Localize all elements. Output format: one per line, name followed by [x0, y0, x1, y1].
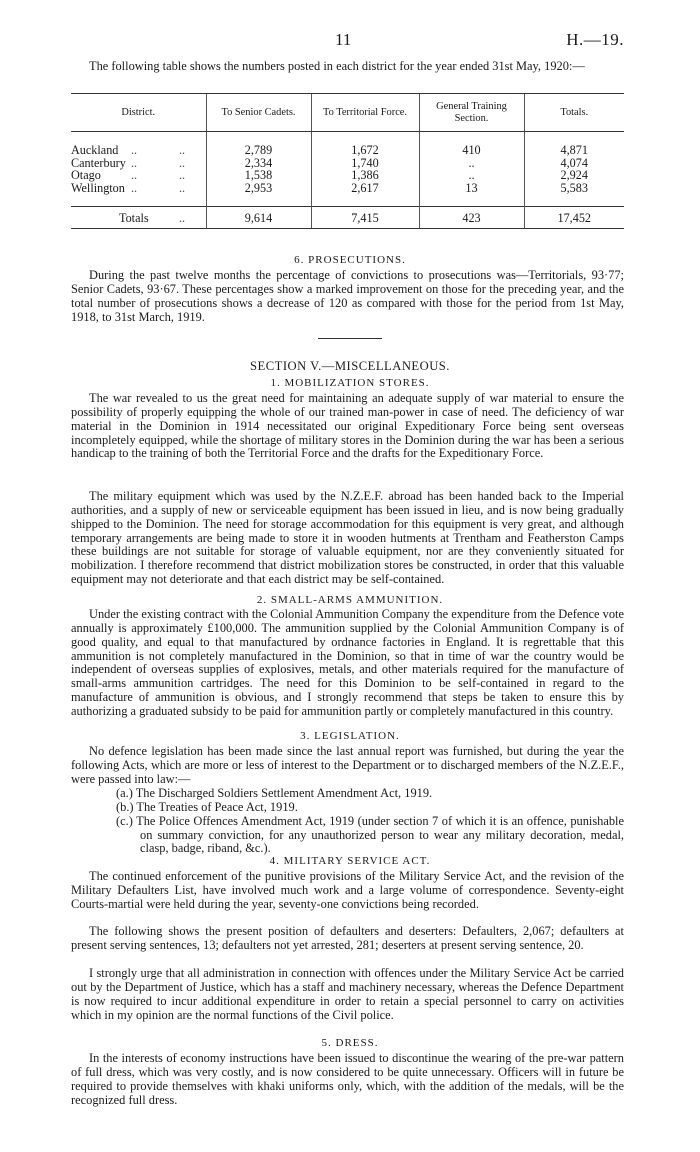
district-name: Canterbury: [71, 155, 126, 170]
territorial-cell: 1,672: [311, 144, 419, 157]
table-row: [71, 144, 624, 157]
table-row: [71, 182, 624, 195]
senior-cadets-cell: 2,334: [206, 157, 311, 170]
list-item: (c.) The Police Offences Amendment Act, 1919 (under section 7 of which it is an offence, punishable on summary conviction, for any unauthorized person to wear any military decoration, medal, clasp, badge, riband, &c.).: [116, 813, 624, 856]
leader-dots: ..: [131, 180, 138, 195]
leader-dots: ..: [131, 155, 138, 170]
legislation-acts-list: [116, 787, 624, 856]
col-header-totals: Totals.: [524, 94, 624, 132]
district-cell: [71, 182, 206, 195]
table-intro: The following table shows the numbers posted in each district for the year ended 31st May, 1920:—: [89, 59, 585, 73]
totals-cell: 5,583: [524, 182, 624, 195]
col-header-territorial-force: To Territorial Force.: [311, 94, 419, 132]
senior-cadets-cell: 2,953: [206, 182, 311, 195]
leader-dots: ..: [179, 210, 186, 225]
legislation-paragraph: No defence legislation has been made since the last annual report was furnished, but during the year the following Acts, which are more or less of interest to the Department or to discharged members of the N.Z.E.F., were passed into law:—: [71, 744, 624, 786]
table-row: [71, 157, 624, 170]
military-service-paragraph-1: The continued enforcement of the punitive provisions of the Military Service Act, and the revision of the Military Defaulters List, have involved much work and a large volume of correspondence. Seventy-eight Courts-martial were held during the year, seventy-one convictions being recorded.: [71, 869, 624, 911]
dress-heading: 5. DRESS.: [321, 1037, 379, 1049]
table-total-row: [71, 207, 624, 229]
totals-cell: 2,924: [524, 169, 624, 182]
totals-cell: 4,074: [524, 157, 624, 170]
table-header-row: [71, 94, 624, 132]
district-cell: [71, 144, 206, 157]
senior-cadets-cell: 1,538: [206, 169, 311, 182]
district-name: Otago: [71, 168, 101, 183]
total-label-cell: [71, 207, 206, 229]
col-header-senior-cadets: To Senior Cadets.: [206, 94, 311, 132]
table-row: [71, 169, 624, 182]
col-header-general-training: General Training Section.: [419, 94, 524, 132]
leader-dots: ..: [131, 143, 138, 157]
totals-cell: 4,871: [524, 144, 624, 157]
mobilization-paragraph-1: The war revealed to us the great need for maintaining an adequate supply of war material to ensure the possibility of properly equipping the whole of our trained man-power in case of need. The deficiency of war material in the Dominion in 1914 necessitated our original Expeditionary Force being sent overseas incompletely equipped, while the shortage of military stores in the Dominion during the war has been a serious handicap to the training of both the Territorial Force and the drafts for the Expeditionary Force.: [71, 391, 624, 461]
mobilization-heading: 1. MOBILIZATION STORES.: [270, 377, 430, 389]
military-service-paragraph-2: The following shows the present position of defaulters and deserters: Defaulters, 2,067; defaulters at present serving sentences, 13; defaulters not yet arrested, 281; deserters at present serving sentence, 20.: [71, 924, 624, 952]
senior-cadets-cell: 2,789: [206, 144, 311, 157]
prosecutions-heading: 6. PROSECUTIONS.: [294, 254, 406, 266]
district-name: Wellington: [71, 180, 125, 195]
territorial-cell: 2,617: [311, 182, 419, 195]
grand-total: 17,452: [524, 207, 624, 229]
ammunition-paragraph: Under the existing contract with the Colonial Ammunition Company the expenditure from the Defence vote annually is approximately £100,000. The ammunition supplied by the Colonial Ammunition Company is of good quality, and equal to that manufactured by ordnance factories in England. It is regrettable that this ammunition is not completely manufactured in the Dominion, so that in time of war the country would be independent of overseas supplies of explosives, metals, and other materials required for the manufacture of small-arms ammunition cartridges. The need for this Dominion to be self-contained in regard to the manufacture of ammunition is obvious, and I strongly recommend that steps be taken to ensure this by authorizing a graduated subsidy to be paid for ammunition partly or completely manufactured in this country.: [71, 607, 624, 718]
military-service-paragraph-3: I strongly urge that all administration in connection with offences under the Military Service Act be carried out by the Department of Justice, which has a staff and machinery necessary, whereas the Defence Department is now required to incur additional expenditure in order to retain a special personnel to carry on activities which in my opinion are the normal functions of the Civil police.: [71, 966, 624, 1022]
ammunition-heading: 2. SMALL-ARMS AMMUNITION.: [256, 594, 444, 606]
district-name: Auckland: [71, 143, 119, 157]
general-training-cell: 13: [419, 182, 524, 195]
general-training-cell: 410: [419, 144, 524, 157]
section-divider: [318, 338, 382, 339]
page-number: 11: [335, 30, 352, 49]
total-territorial: 7,415: [311, 207, 419, 229]
leader-dots: ..: [179, 180, 186, 195]
district-cell: [71, 169, 206, 182]
mobilization-paragraph-2: The military equipment which was used by the N.Z.E.F. abroad has been handed back to the Imperial authorities, and a supply of new or serviceable equipment has been issued in lieu, and is now being gradually shipped to the Dominion. The need for storage accommodation for this equipment is very great, and although temporary arrangements are being made to store it in wooden hutments at Trentham and Featherston Camps these buildings are not suitable for storage of valuable equipment, nor are they conveniently situated for mobilization. I therefore recommend that district mobilization stores be constructed, in order that this valuable equipment may not deteriorate and that each district may be self-contained.: [71, 489, 624, 587]
prosecutions-paragraph: During the past twelve months the percentage of convictions to prosecutions was—Territorials, 93·77; Senior Cadets, 93·67. These percentages show a marked improvement on those for the preceding year, and the total number of prosecutions shows a decrease of 120 as compared with those for the period from 1st May, 1918, to 31st March, 1919.: [71, 268, 624, 324]
page-header: [0, 30, 700, 50]
total-label: Totals: [119, 210, 149, 225]
legislation-heading: 3. LEGISLATION.: [300, 730, 400, 742]
leader-dots: ..: [179, 143, 186, 157]
total-senior-cadets: 9,614: [206, 207, 311, 229]
military-service-heading: 4. MILITARY SERVICE ACT.: [269, 855, 431, 867]
territorial-cell: 1,386: [311, 169, 419, 182]
col-header-district: District.: [71, 94, 206, 132]
list-item: (b.) The Treaties of Peace Act, 1919.: [116, 799, 298, 814]
general-training-cell: ..: [419, 169, 524, 182]
leader-dots: ..: [179, 155, 186, 170]
list-item: (a.) The Discharged Soldiers Settlement Amendment Act, 1919.: [116, 786, 433, 800]
district-postings-table: [71, 93, 624, 229]
territorial-cell: 1,740: [311, 157, 419, 170]
document-reference: H.—19.: [566, 30, 624, 49]
section-v-title: SECTION V.—MISCELLANEOUS.: [250, 359, 450, 373]
general-training-cell: ..: [419, 157, 524, 170]
dress-paragraph: In the interests of economy instructions have been issued to discontinue the wearing of the pre-war pattern of full dress, which was very costly, and is now considered to be quite unnecessary. Officers will in future be required to provide themselves with khaki uniforms only, which, with the addition of the medals, will be the recognized full dress.: [71, 1051, 624, 1107]
total-general-training: 423: [419, 207, 524, 229]
leader-dots: ..: [179, 168, 186, 183]
leader-dots: ..: [131, 168, 138, 183]
